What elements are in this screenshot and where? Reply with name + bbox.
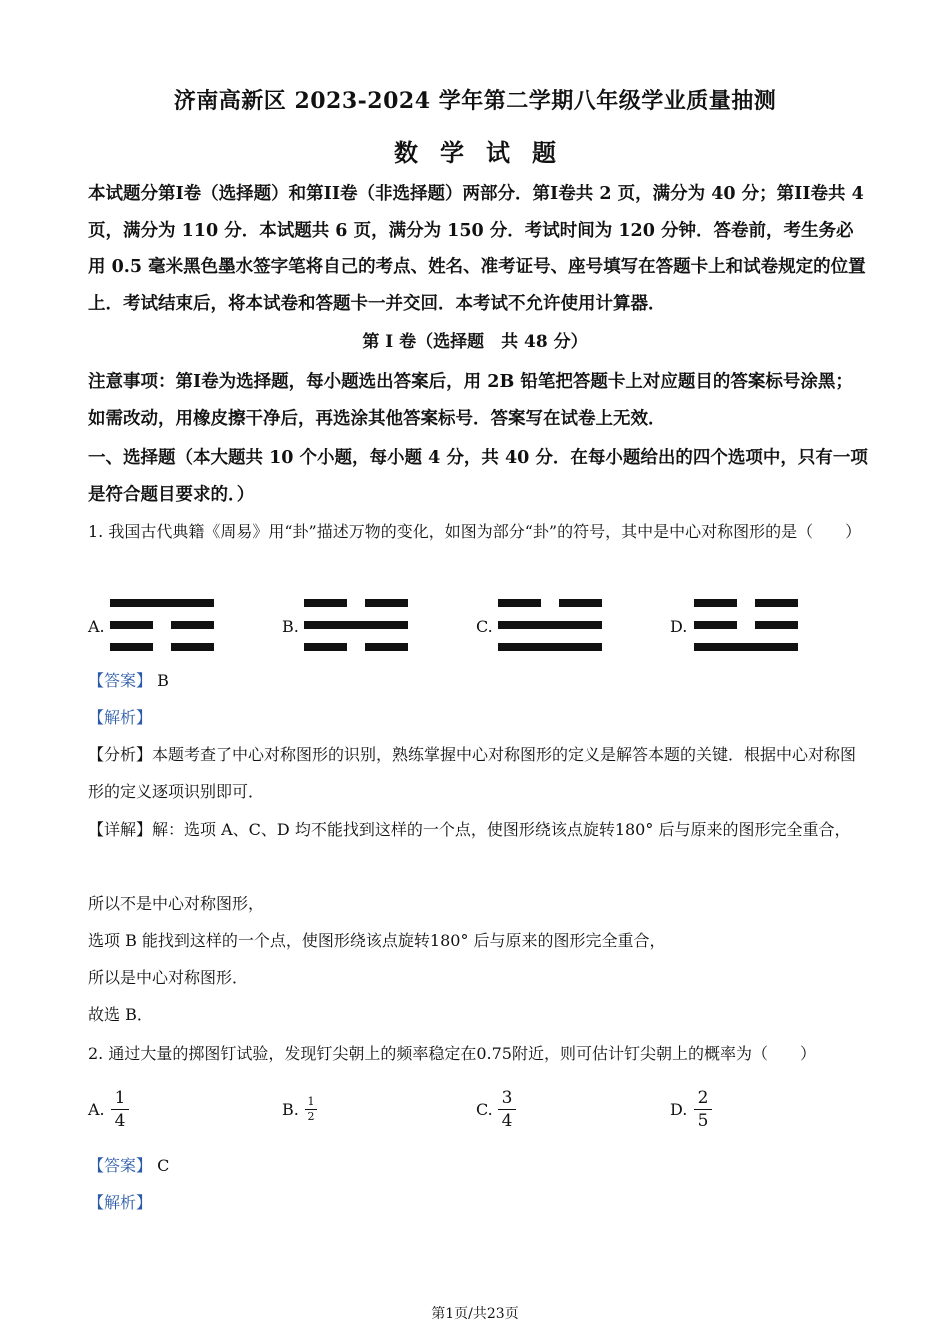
numerator: 1: [114, 1088, 126, 1108]
denominator: 4: [501, 1111, 513, 1132]
q1-option-d-label: D.: [670, 617, 688, 636]
question-1-stem: 1. 我国古代典籍《周易》用“卦”描述万物的变化，如图为部分“卦”的符号，其中是中心对称图形的是（ ）: [88, 522, 862, 541]
answer-value: C: [157, 1156, 170, 1175]
answer-tag: 【答案】: [88, 671, 153, 690]
q2-option-a-label: A.: [88, 1100, 105, 1119]
part-title: 一、选择题（本大题共 10 个小题，每小题 4 分，共 40 分．在每小题给出的四个选项中，只有一项是符合题目要求的．）: [88, 448, 868, 505]
question-2-stem: 2. 通过大量的掷图钉试验，发现钉尖朝上的频率稳定在0.75附近，则可估计钉尖朝上的概率为（ ）: [88, 1044, 816, 1063]
analysis-text: 本题考查了中心对称图形的识别，熟练掌握中心对称图形的定义是解答本题的关键．根据中心对称图形的定义逐项识别即可．: [88, 745, 857, 801]
denominator: 2: [307, 1110, 315, 1124]
q1-option-b-trigram: [304, 599, 408, 653]
q2-option-b-label: B.: [282, 1100, 299, 1119]
q1-analysis: [88, 737, 868, 810]
q2-option-c-label: C.: [476, 1100, 493, 1119]
answer-value: B: [157, 671, 169, 690]
q1-detail-line-2: 选项 B 能找到这样的一个点，使图形绕该点旋转180° 后与原来的图形完全重合，: [88, 931, 666, 950]
q1-detail-line-4: 故选 B．: [88, 1005, 153, 1024]
q2-option-a-fraction: [111, 1088, 129, 1131]
q1-option-c-label: C.: [476, 617, 493, 636]
q1-answer: [88, 663, 868, 700]
q1-analysis-tag: 【解析】: [88, 708, 153, 727]
q1-option-a-label: A.: [88, 617, 105, 636]
q1-detail: [88, 812, 868, 849]
q2-option-c-fraction: [498, 1088, 516, 1131]
q2-analysis-tag: 【解析】: [88, 1193, 153, 1212]
q1-option-b-label: B.: [282, 617, 299, 636]
exam-instructions: 本试题分第I卷（选择题）和第II卷（非选择题）两部分．第I卷共 2 页，满分为 40 分；第II卷共 4 页，满分为 110 分．本试题共 6 页，满分为 150 分．考试时间为 120 分钟．答卷前，考生务必用 0.5 毫米黑色墨水签字笔将自己的考点、姓名、准考证号、座号填写在答题卡上和试卷规定的位置上．考试结束后，将本试卷和答题卡一并交回．本考试不允许使用计算器．: [88, 184, 866, 314]
denominator: 4: [114, 1111, 126, 1132]
q1-option-c-trigram: [498, 599, 602, 653]
q1-option-a-trigram: [110, 599, 214, 653]
numerator: 1: [307, 1095, 315, 1108]
detail-head: 【详解】: [88, 820, 153, 839]
q1-detail-line-3: 所以是中心对称图形．: [88, 968, 249, 987]
denominator: 5: [697, 1111, 709, 1132]
q2-option-d-fraction: [694, 1088, 712, 1131]
q1-detail-line-1: 所以不是中心对称图形，: [88, 894, 265, 913]
q1-option-d-trigram: [694, 599, 798, 653]
detail-text: 解：选项 A、C、D 均不能找到这样的一个点，使图形绕该点旋转180° 后与原来的图形完全重合，: [152, 820, 851, 839]
answer-tag: 【答案】: [88, 1156, 153, 1175]
section-heading: 第 I 卷（选择题 共 48 分）: [362, 332, 588, 352]
q2-answer: [88, 1148, 868, 1185]
analysis-head: 【分析】: [88, 745, 153, 764]
exam-subtitle: 数学试题: [394, 138, 578, 167]
q2-option-b-fraction: [305, 1096, 317, 1123]
notice-text: 注意事项：第I卷为选择题，每小题选出答案后，用 2B 铅笔把答题卡上对应题目的答案标号涂黑；如需改动，用橡皮擦干净后，再选涂其他答案标号．答案写在试卷上无效．: [88, 372, 853, 429]
q2-option-d-label: D.: [670, 1100, 688, 1119]
page-footer: 第1页/共23页: [431, 1306, 519, 1322]
numerator: 3: [501, 1088, 513, 1108]
numerator: 2: [697, 1088, 709, 1108]
exam-title: 济南高新区 2023-2024 学年第二学期八年级学业质量抽测: [173, 88, 777, 114]
